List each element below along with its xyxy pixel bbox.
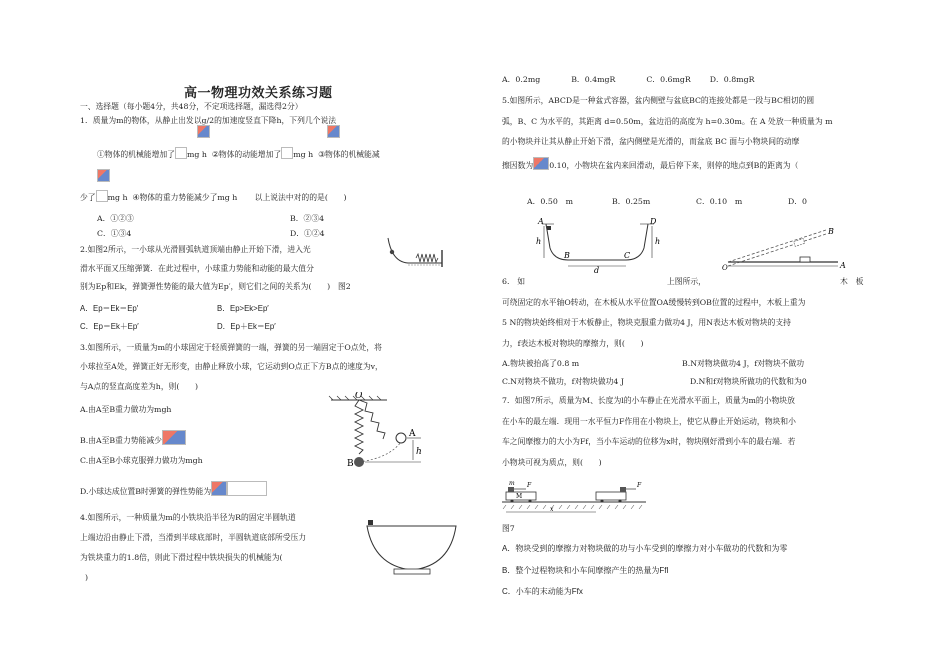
q2-track-spring-figure xyxy=(386,236,452,270)
q7-option-a: A．物块受到的摩擦力对物块做的功与小车受到的摩擦力对小车做功的代数和为零 xyxy=(502,544,788,553)
q1-line3 xyxy=(80,190,347,203)
q1-line2 xyxy=(97,147,380,160)
q5-label-h-left: h xyxy=(536,237,542,246)
q5-option-d: D．0 xyxy=(788,197,808,206)
q1-statement-1: ①物体的机械能增加了 xyxy=(97,150,175,159)
q4-line3: 为铁块重力的1.8倍，则此下滑过程中铁块损失的机械能为( xyxy=(80,553,283,562)
q3-label-o: O xyxy=(355,392,363,401)
q4-line2: 上端边沿由静止下滑，当滑到半球底部时，半圆轨道底部所受压力 xyxy=(80,533,307,542)
q6-tilted-board-figure xyxy=(722,222,852,270)
q6-line2: 可绕固定的水平轴O转动，在木板从水平位置OA缓慢转到OB位置的过程中，木板上重为 xyxy=(502,298,806,307)
q1-option-d: D．①②4 xyxy=(290,229,325,238)
q5-option-c: C．0.10 m xyxy=(696,197,743,206)
q5-line4-text: 擦因数为 xyxy=(502,161,534,170)
q3-label-h: h xyxy=(416,447,422,457)
q4-hemisphere-bowl-figure xyxy=(364,516,460,578)
q5-line4 xyxy=(502,157,798,171)
q1-statement-3-unit: mg h xyxy=(107,193,128,202)
q2-option-a: A．Ep＝Ek＝Ep′ xyxy=(80,304,139,313)
q6-line1b: 上图所示， xyxy=(667,277,706,286)
blank-box xyxy=(175,147,187,159)
q5-label-b: B xyxy=(564,251,570,260)
q7-label-x: x xyxy=(550,506,554,513)
q1-option-c: C．①③4 xyxy=(97,229,132,238)
q1-statement-2: ②物体的动能增加了 xyxy=(211,150,282,159)
q5-option-a: A．0.50 m xyxy=(527,197,573,206)
q3-option-d xyxy=(80,481,267,497)
q6-label-o: O xyxy=(722,264,728,270)
fraction-image-icon xyxy=(162,430,186,445)
fraction-image-icon xyxy=(211,481,227,496)
q7-label-f-start: F xyxy=(527,482,532,489)
q3-spring-pendulum-figure xyxy=(325,392,435,472)
q4-option-d: D．0.8mgR xyxy=(709,75,755,84)
q1-statement-4: ④物体的重力势能减少了mg h xyxy=(132,193,238,202)
q5-line2: 弧，B、C 为水平的，其距离 d=0.50m，盆边沿的高度为 h=0.30m。在 A 处放一种质量为 m xyxy=(502,117,833,126)
q3-option-d-text: D.小球达成位置B时弹簧的弹性势能为 xyxy=(80,487,212,496)
q2-option-b: B．Ep>Ek>Ep′ xyxy=(217,304,269,313)
q3-option-b-text: B.由A至B重力势能减少 xyxy=(80,436,162,445)
mu-symbol-image-icon xyxy=(533,157,549,170)
q2-option-c: C．Ep＝Ek＋Ep′ xyxy=(80,322,139,331)
q7-label-f-end: F xyxy=(637,482,642,489)
q7-label-m-big: M xyxy=(516,493,523,500)
q3-label-a: A xyxy=(409,429,416,439)
blank-box xyxy=(96,190,108,202)
q3-line1: 3.如图所示，一质量为m的小球固定于轻质弹簧的一端，弹簧的另一端固定于O点处，将 xyxy=(80,343,382,352)
q1-statement-2-unit: mg h xyxy=(293,150,314,159)
q1-option-a: A．①②③ xyxy=(97,214,134,223)
q5-label-h-right: h xyxy=(655,237,661,246)
q1-prompt: 以上说法中对的的是( ) xyxy=(254,193,347,202)
q5-label-d-distance: d xyxy=(594,266,600,274)
q6-option-c: C.N对物块不做功，f对物块做功4 J xyxy=(502,377,624,386)
q3-option-b xyxy=(80,430,186,446)
q6-option-a: A.物块被抬高了0.8 m xyxy=(502,359,580,368)
fraction-image-icon xyxy=(327,125,340,138)
q1-option-b: B．②③4 xyxy=(290,214,325,223)
q6-label-b: B xyxy=(828,227,834,236)
fraction-image-icon xyxy=(197,125,210,138)
q3-option-c: C.由A至B小球克服弹力做功为mgh xyxy=(80,456,203,465)
q2-line3: 别为Ep和Ek，弹簧弹性势能的最大值为Ep′，则它们之间的关系为( ) 图2 xyxy=(80,282,351,291)
q1-statement-3: ③物体的机械能减 xyxy=(318,150,380,159)
q7-option-b: B．整个过程物块和小车间摩擦产生的热量为Ffl xyxy=(502,566,669,575)
q7-option-c: C．小车的末动能为Ffx xyxy=(502,587,583,596)
q4-line1: 4.如图所示，一种质量为m的小铁块沿半径为R的固定半圆轨道 xyxy=(80,513,296,522)
q2-option-d: D．Ep＋Ek＝Ep′ xyxy=(217,322,276,331)
q7-line1: 7．如图7所示，质量为M、长度为l的小车静止在光滑水平面上，质量为m的小物块放 xyxy=(502,396,795,405)
q4-option-c: C．0.6mgR xyxy=(646,75,691,84)
q5-label-a: A xyxy=(538,218,544,226)
q6-option-b: B.N对物块做功4 J，f对物块不做功 xyxy=(682,359,805,368)
q5-line3: 的小物块并让其从静止开始下滑，盆内侧壁是光滑的，而盆底 BC 面与小物块间的动摩 xyxy=(502,137,800,146)
section-heading: 一、选择题（每小题4分，共48分，不定项选择题，漏选得2分） xyxy=(80,102,303,111)
q7-line3: 车之间摩擦力的大小为Ff，当小车运动的位移为x时，物块刚好滑到小车的最右端．若 xyxy=(502,437,796,446)
q6-line1c: 木 板 xyxy=(840,277,864,286)
q3-label-b: B xyxy=(347,459,354,469)
q1-statement-1-unit: mg h xyxy=(186,150,207,159)
fraction-image-icon xyxy=(97,169,110,182)
q4-option-a: A．0.2mg xyxy=(502,75,541,84)
q5-basin-figure xyxy=(536,218,666,274)
q3-line3: 与A点的竖直高度差为h，则( ) xyxy=(80,382,199,391)
q3-option-a: A.由A至B重力做功为mgh xyxy=(80,405,172,414)
q5-line1: 5.如图所示，ABCD是一种盆式容器，盆内侧壁与盆底BC的连接处都是一段与BC相切的圆 xyxy=(502,96,815,105)
page-title: 高一物理功效关系练习题 xyxy=(184,86,333,101)
q2-line1: 2.如图2所示，一小球从光滑圆弧轨道顶端由静止开始下滑，进入光 xyxy=(80,245,311,254)
q7-cart-block-figure xyxy=(500,474,650,516)
blank-box xyxy=(227,481,267,496)
q7-line2: 在小车的最左端．现用一水平恒力F作用在小物块上，使它从静止开始运动，物块和小 xyxy=(502,417,796,426)
q7-figure-caption: 图7 xyxy=(502,524,515,533)
q7-label-m-small: m xyxy=(509,480,515,487)
q6-line1a: 6. 如 xyxy=(502,277,526,286)
q4-line4: ) xyxy=(85,573,89,582)
q2-line2: 滑水平面又压缩弹簧．在此过程中，小球重力势能和动能的最大值分 xyxy=(80,264,314,273)
q4-options-row xyxy=(502,75,754,85)
q1-statement-3-cont: 少了 xyxy=(80,193,96,202)
q6-option-d: D.N和f对物块所做功的代数和为0 xyxy=(690,377,807,386)
q6-line3: 5 N的物块始终相对于木板静止，物块克服重力做功4 J，用N表达木板对物块的支持 xyxy=(502,318,791,327)
q3-line2: 小球拉至A处，弹簧正好无形变，由静止释放小球，它运动到O点正下方B点的速度为v， xyxy=(80,362,383,371)
q5-line4-rest: 0.10，小物块在盆内来回滑动，最后停下来，则停的地点到B的距离为（ xyxy=(549,161,799,170)
q1-stem: 1．质量为m的物体，从静止出发以g/2的加速度竖直下降h，下列几个说法 xyxy=(80,116,337,125)
q6-line4: 力，f表达木板对物块的摩擦力，则( ) xyxy=(502,339,644,348)
q4-option-b: B．0.4mgR xyxy=(571,75,616,84)
blank-box xyxy=(281,147,293,159)
q5-label-c: C xyxy=(624,251,631,260)
q6-label-a: A xyxy=(840,261,846,270)
q7-line4: 小物块可视为质点，则( ) xyxy=(502,458,602,467)
q5-label-d: D xyxy=(650,218,657,226)
q5-option-b: B．0.25m xyxy=(612,197,651,206)
